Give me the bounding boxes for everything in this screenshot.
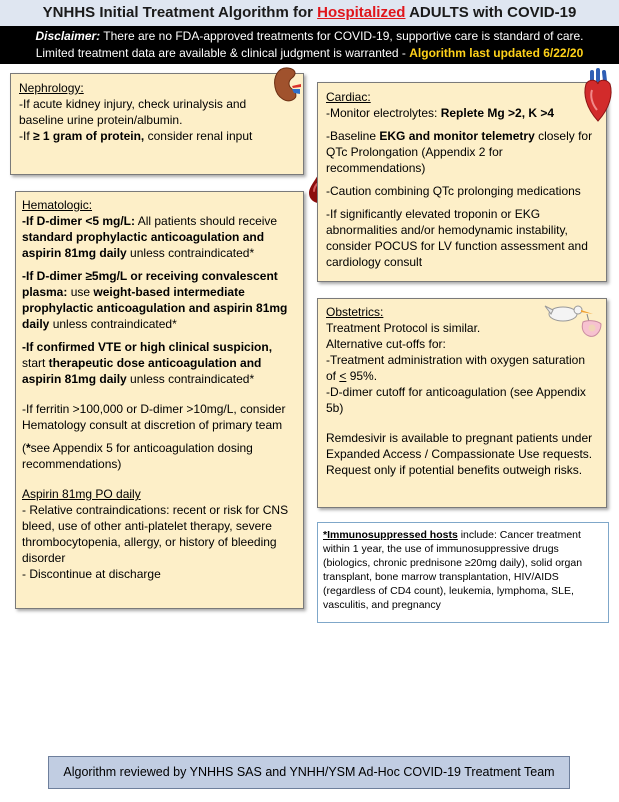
obstetrics-heading: Obstetrics: xyxy=(326,305,384,319)
cardiac-box xyxy=(317,82,607,282)
nephrology-line2: -If ≥ 1 gram of protein, consider renal input xyxy=(19,129,253,143)
aspirin-contraindications: - Relative contraindications: recent or risk for CNS bleed, use of other anti-platelet therapy, severe thrombocytopenia, allergy, or history of bleeding disorder xyxy=(22,503,289,565)
disclaimer-line2: Limited treatment data are available & clinical judgment is warranted - xyxy=(35,46,410,60)
heme-appendix-note: (*see Appendix 5 for anticoagulation dosing recommendations) xyxy=(22,441,253,471)
obstetrics-remdesivir: Remdesivir is available to pregnant patients under Expanded Access / Compassionate Use requests. Request only if potential benefits outweigh risks. xyxy=(326,431,593,477)
heme-vte: -If confirmed VTE or high clinical suspicion, start therapeutic dose anticoagulation and aspirin 81mg daily unless contraindicated* xyxy=(22,340,273,386)
heme-ferritin: -If ferritin >100,000 or D-dimer >10mg/L, consider Hematology consult at discretion of primary team xyxy=(22,402,286,432)
title-highlight: Hospitalized xyxy=(317,4,406,21)
disclaimer-bar xyxy=(0,26,619,64)
heme-dimer-low: -If D-dimer <5 mg/L: All patients should receive standard prophylactic anticoagulation and aspirin 81mg daily unless contraindicated* xyxy=(22,214,278,260)
nephrology-box xyxy=(10,73,304,175)
title-text-end: ADULTS with COVID-19 xyxy=(405,4,577,21)
cardiac-heading: Cardiac: xyxy=(326,90,371,104)
heme-dimer-high: -If D-dimer ≥5mg/L or receiving convalescent plasma: use weight-based intermediate prophylactic anticoagulation and aspirin 81mg daily unless contraindicated* xyxy=(22,269,288,331)
stork-icon xyxy=(543,300,605,342)
disclaimer-label: Disclaimer: xyxy=(35,29,101,43)
cardiac-ekg: -Baseline EKG and monitor telemetry closely for QTc Prolongation (Appendix 2 for recommendations) xyxy=(326,129,593,175)
cardiac-electrolytes: -Monitor electrolytes: Replete Mg >2, K >4 xyxy=(326,106,555,120)
obstetrics-protocol: Treatment Protocol is similar. xyxy=(326,321,481,335)
immunosuppressed-heading: *Immunosuppressed hosts xyxy=(323,529,458,541)
title-text: YNHHS Initial Treatment Algorithm for xyxy=(42,4,318,21)
immunosuppressed-text: include: Cancer treatment within 1 year, the use of immunosuppressive drugs (biologics, chronic prednisone ≥20mg daily), solid organ transplant, bone marrow transplantation, HIV/AIDS (regardless of CD4 count), leukemia, lymphoma, SLE, vasculitis, and pregnancy xyxy=(323,529,583,611)
immunosuppressed-note xyxy=(317,522,609,623)
last-updated: Algorithm last updated 6/22/20 xyxy=(409,46,584,60)
nephrology-heading: Nephrology: xyxy=(19,81,84,95)
cardiac-troponin: -If significantly elevated troponin or EKG abnormalities and/or hemodynamic instability, consider POCUS for LV function assessment and cardiology consult xyxy=(326,207,588,269)
obstetrics-cutoffs: Alternative cut-offs for: xyxy=(326,337,446,351)
nephrology-line1: -If acute kidney injury, check urinalysis and baseline urine protein/albumin. xyxy=(19,97,247,127)
aspirin-heading: Aspirin 81mg PO daily xyxy=(22,487,141,501)
review-footer: Algorithm reviewed by YNHHS SAS and YNHH/YSM Ad-Hoc COVID-19 Treatment Team xyxy=(48,756,570,789)
cardiac-qtc-caution: -Caution combining QTc prolonging medications xyxy=(326,184,581,198)
aspirin-discontinue: - Discontinue at discharge xyxy=(22,567,161,581)
heart-icon xyxy=(580,66,616,124)
obstetrics-ddimer: -D-dimer cutoff for anticoagulation (see Appendix 5b) xyxy=(326,385,586,415)
disclaimer-line1: There are no FDA-approved treatments for COVID-19, supportive care is standard of care. xyxy=(100,29,584,43)
hematologic-heading: Hematologic: xyxy=(22,198,93,212)
hematologic-box xyxy=(15,191,304,609)
page-title xyxy=(0,0,619,26)
kidney-icon xyxy=(270,65,304,105)
obstetrics-oxygen: -Treatment administration with oxygen saturation of < 95%. xyxy=(326,353,586,383)
